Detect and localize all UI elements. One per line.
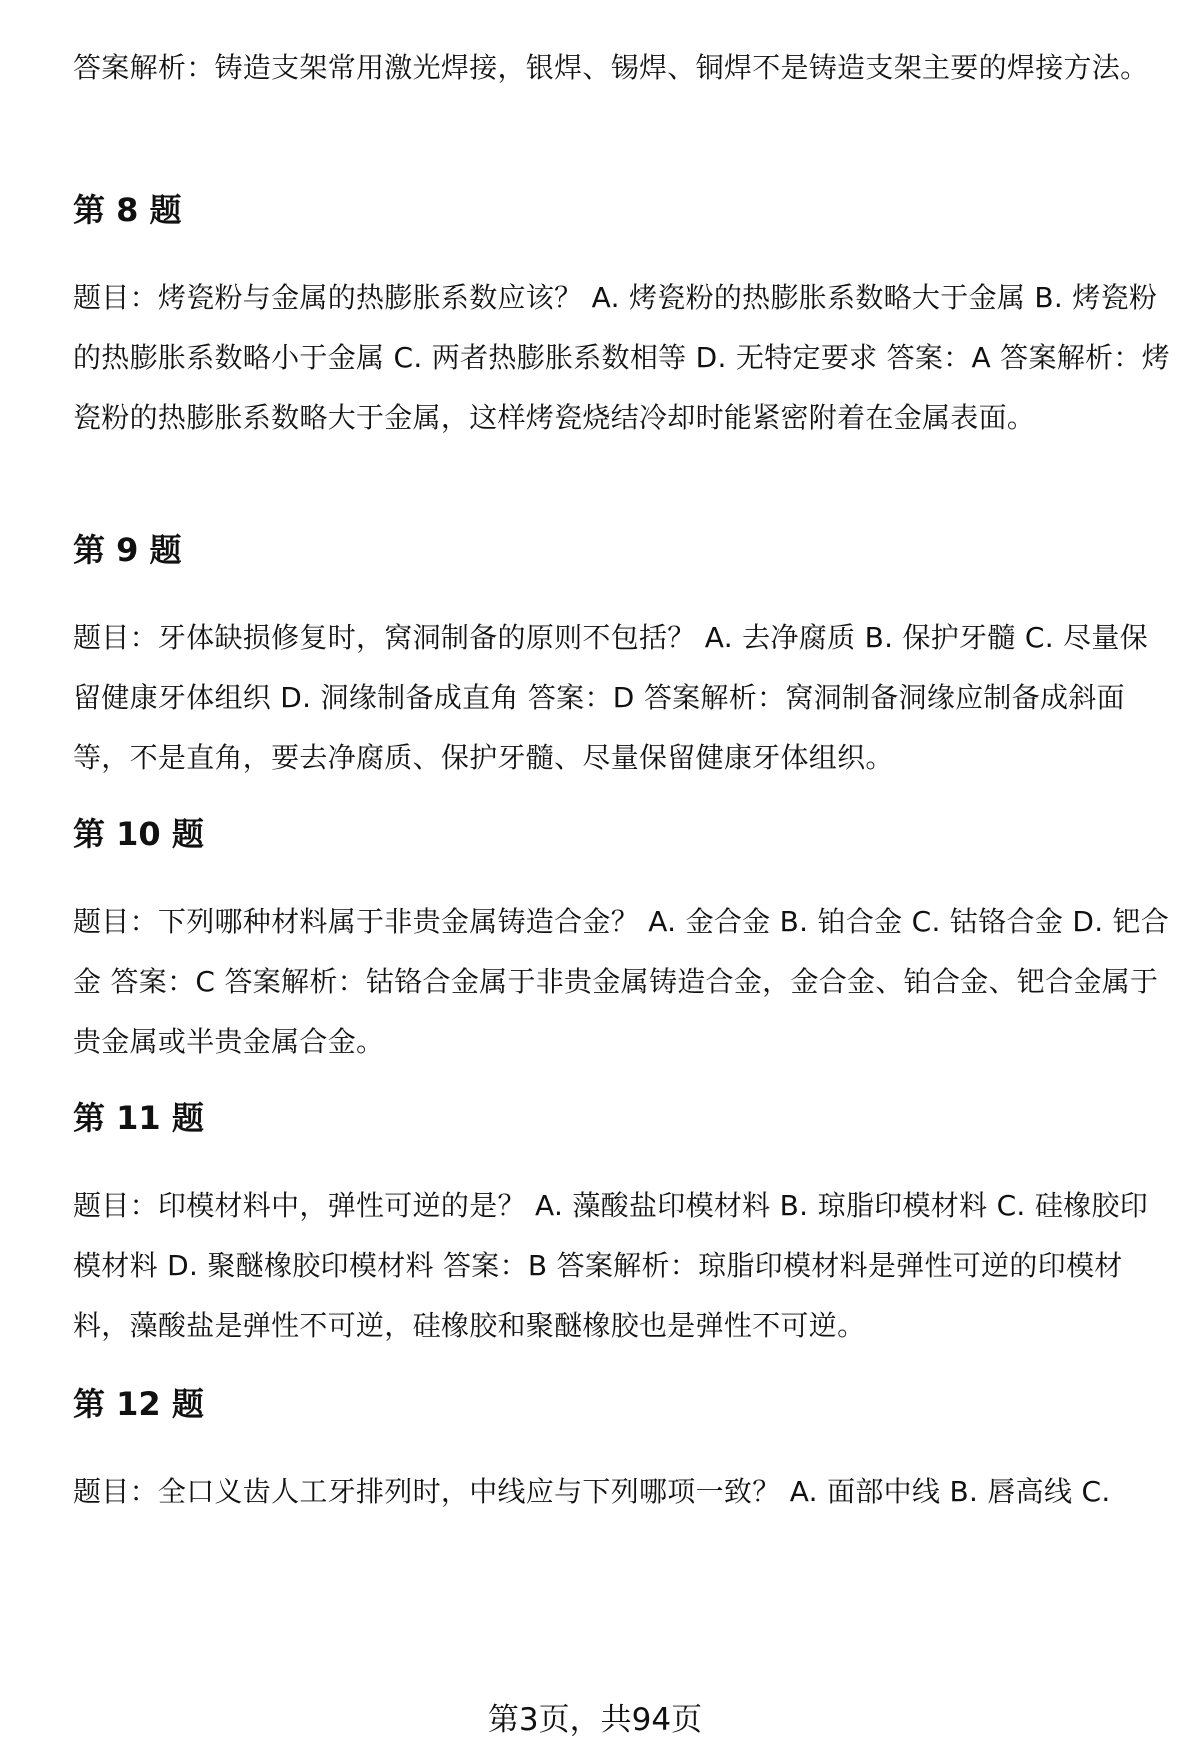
question-9-heading: 第 9 题 <box>73 531 182 569</box>
question-11-text: 题目：印模材料中，弹性可逆的是？ A. 藻酸盐印模材料 B. 琼脂印模材料 C. 硅橡胶印模材料 D. 聚醚橡胶印模材料 答案：B 答案解析：琼脂印模材料是弹性可逆的印模材料，藻酸盐是弹性不可逆，硅橡胶和聚醚橡胶也是弹性不可逆。 <box>73 1189 1149 1342</box>
page-number-footer: 第3页，共94页 <box>487 1702 703 1738</box>
question-10-text: 题目：下列哪种材料属于非贵金属铸造合金？ A. 金合金 B. 铂合金 C. 钴铬合金 D. 钯合金 答案：C 答案解析：钴铬合金属于非贵金属铸造合金，金合金、铂合金、钯合金属于贵金属或半贵金属合金。 <box>73 905 1170 1058</box>
question-12-heading: 第 12 题 <box>73 1385 204 1423</box>
question-11-heading: 第 11 题 <box>73 1099 204 1137</box>
intro-explanation: 答案解析：铸造支架常用激光焊接，银焊、锡焊、铜焊不是铸造支架主要的焊接方法。 <box>73 51 1149 84</box>
question-10-heading: 第 10 题 <box>73 815 204 853</box>
question-8-heading: 第 8 题 <box>73 191 182 229</box>
question-12-text: 题目：全口义齿人工牙排列时，中线应与下列哪项一致？ A. 面部中线 B. 唇高线 C. <box>73 1475 1111 1508</box>
question-9-text: 题目：牙体缺损修复时，窝洞制备的原则不包括？ A. 去净腐质 B. 保护牙髓 C. 尽量保留健康牙体组织 D. 洞缘制备成直角 答案：D 答案解析：窝洞制备洞缘应制备成斜面等，不是直角，要去净腐质、保护牙髓、尽量保留健康牙体组织。 <box>73 621 1149 774</box>
question-8-text: 题目：烤瓷粉与金属的热膨胀系数应该？ A. 烤瓷粉的热膨胀系数略大于金属 B. 烤瓷粉的热膨胀系数略小于金属 C. 两者热膨胀系数相等 D. 无特定要求 答案：A 答案解析：烤瓷粉的热膨胀系数略大于金属，这样烤瓷烧结冷却时能紧密附着在金属表面。 <box>73 281 1170 434</box>
